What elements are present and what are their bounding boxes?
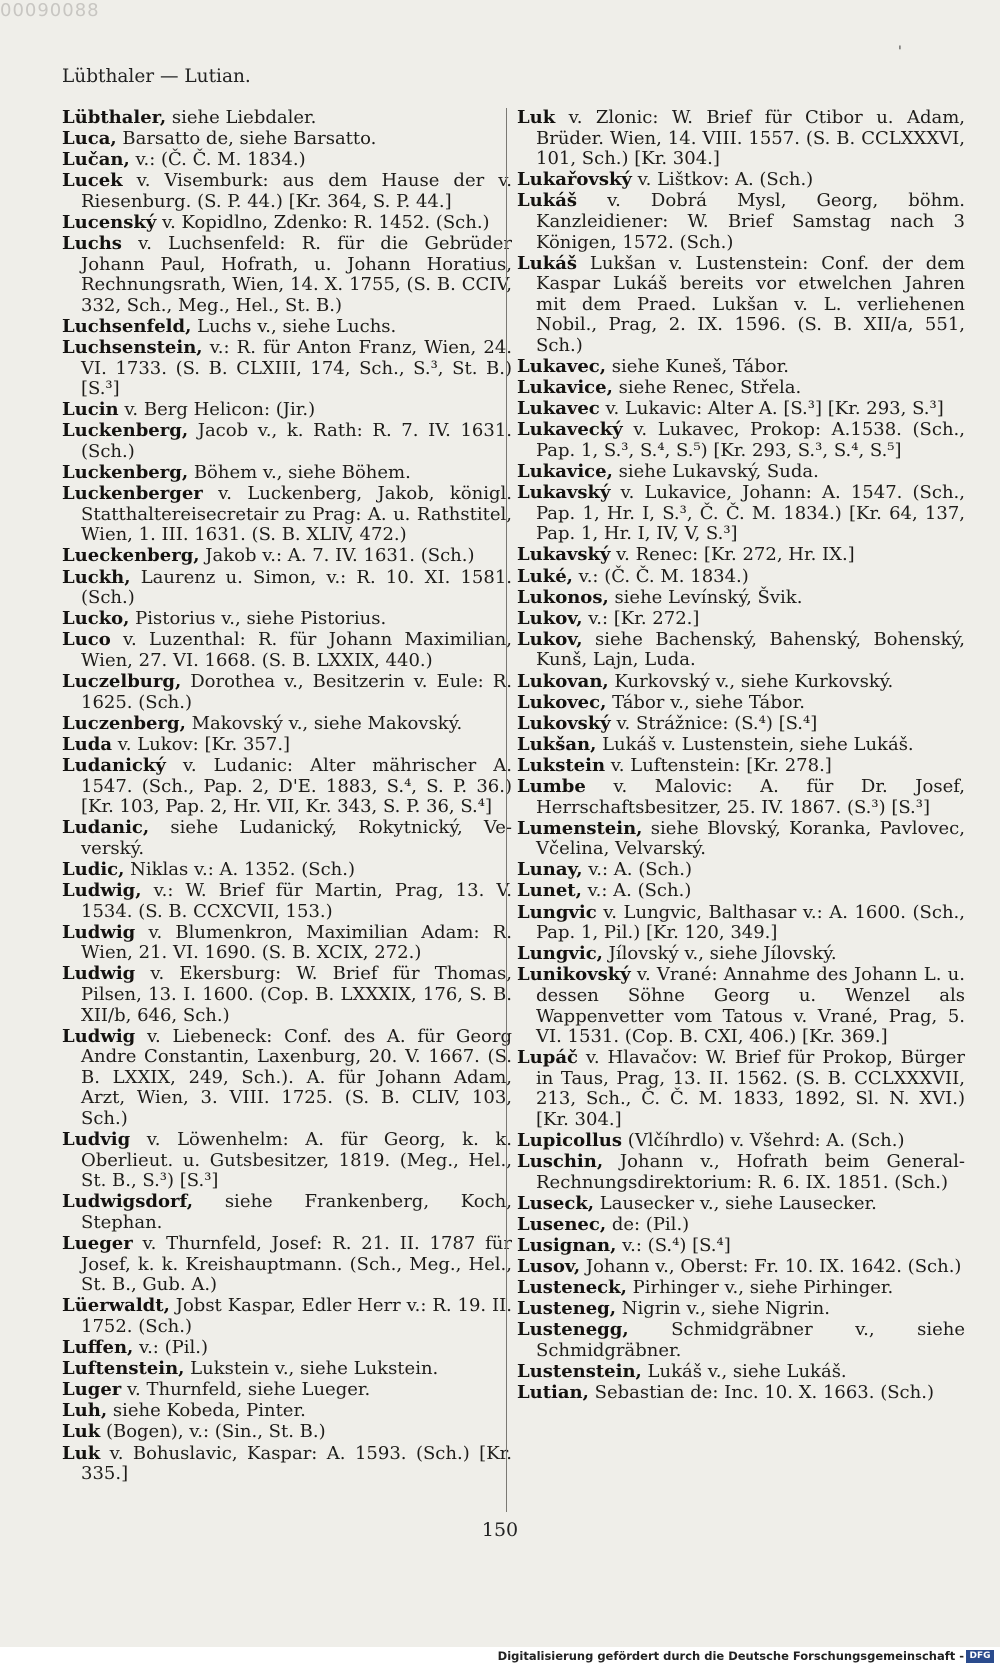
entry-headword: Lukařovský (517, 169, 632, 191)
entry-text: v. Malovic: A. für Dr. Josef, Herrschaftsbesitzer, 25. IV. 1867. (S.³) [S.³] (536, 776, 965, 818)
dictionary-entry (62, 1027, 512, 1130)
entry-text: Jakob v.: A. 7. IV. 1631. (Sch.) (199, 545, 475, 567)
entry-headword: Ludanický (62, 754, 166, 776)
dictionary-entry (517, 420, 965, 461)
dictionary-entry (62, 317, 512, 338)
page-number: 150 (481, 1519, 519, 1541)
entry-headword: Luftenstein, (62, 1358, 185, 1380)
entry-headword: Lucenský (62, 211, 157, 233)
entry-headword: Lusenec, (517, 1213, 607, 1235)
entry-headword: Lusignan, (517, 1235, 617, 1257)
entry-text: Tábor v., siehe Tábor. (606, 691, 805, 713)
entry-headword: Lukáš (517, 190, 578, 212)
entry-text: v.: (S.⁴) [S.⁴] (616, 1235, 731, 1257)
entry-headword: Lučan, (62, 149, 130, 171)
entry-headword: Lukavský (517, 482, 611, 504)
dictionary-entry (517, 903, 965, 944)
dictionary-entry (62, 213, 512, 234)
dictionary-entry (62, 568, 512, 609)
entry-headword: Lübthaler, (62, 107, 167, 128)
entry-text: siehe Liebdaler. (166, 107, 317, 128)
dictionary-entry (517, 1131, 965, 1152)
dictionary-entry (62, 400, 512, 421)
entry-headword: Lunikovský (517, 964, 631, 986)
dfg-logo: DFG (966, 1650, 994, 1663)
entry-headword: Lueger (62, 1233, 133, 1255)
entry-headword: Lukovan, (517, 670, 609, 692)
dictionary-entry (517, 777, 965, 818)
dictionary-entry (62, 1192, 512, 1233)
dictionary-entry (517, 1320, 965, 1361)
dictionary-entry (62, 108, 512, 129)
entry-text: v.: W. Brief für Martin, Prag, 13. V. 1534. (S. B. CCXCVII, 153.) (81, 879, 512, 922)
dictionary-entry (517, 1299, 965, 1320)
column-divider (506, 108, 507, 1512)
entry-headword: Ludvig (62, 1129, 131, 1151)
entry-text: v. Lukavice, Johann: A. 1547. (Sch., Pap. 1, Hr. I, S.³, Č. Č. M. 1834.) [Kr. 64, 137, Pap. 1, Hr. I, IV, V, S.³] (536, 482, 965, 545)
entry-headword: Luk (62, 1442, 101, 1464)
entry-text: v. Lungvic, Balthasar v.: A. 1600. (Sch., Pap. 1, Pil.) [Kr. 120, 349.] (536, 901, 965, 944)
dictionary-entry (62, 1380, 512, 1401)
dictionary-entry (517, 756, 965, 777)
entry-text: Laurenz u. Simon, v.: R. 10. XI. 1581. (Sch.) (81, 566, 512, 609)
entry-text: (Bogen), v.: (Sin., St. B.) (100, 1421, 326, 1443)
dictionary-entry (62, 1338, 512, 1359)
entry-text: Dorothea v., Besitzerin v. Eule: R. 1625. (Sch.) (81, 671, 512, 713)
dictionary-entry (517, 462, 965, 483)
entry-text: Pistorius v., siehe Pistorius. (129, 608, 387, 630)
dictionary-entry (517, 399, 965, 420)
entry-text: Lukstein v., siehe Lukstein. (184, 1358, 439, 1380)
entry-text: v.: [Kr. 272.] (582, 607, 700, 629)
entry-headword: Ludwig (62, 921, 136, 943)
entry-text: v. Dobrá Mysl, Georg, böhm. Kanzleidiener: W. Brief Samstag nach 3 Königen, 1572. (Sch.) (536, 190, 965, 253)
entry-headword: Lukavec (517, 398, 600, 420)
entry-headword: Lukavice, (517, 461, 613, 483)
entry-text: Luchs v., siehe Luchs. (191, 315, 397, 337)
entry-headword: Luké, (517, 565, 573, 587)
dictionary-entry (62, 484, 512, 546)
dictionary-entry (62, 735, 512, 756)
dictionary-entry (62, 1234, 512, 1296)
entry-text: v. Kopidlno, Zdenko: R. 1452. (Sch.) (156, 211, 490, 233)
entry-text: v. Blumenkron, Maximilian Adam: R. Wien, 21. VI. 1690. (S. B. XCIX, 272.) (81, 921, 512, 964)
entry-text: siehe Kobeda, Pinter. (107, 1400, 306, 1422)
dictionary-entry (517, 170, 965, 191)
entry-headword: Lupáč (517, 1047, 578, 1069)
entry-headword: Luchsenstein, (62, 337, 203, 359)
dictionary-entry (517, 1236, 965, 1257)
entry-headword: Luczenberg, (62, 712, 186, 734)
dictionary-entry (62, 964, 512, 1026)
entry-text: v. Lukavec, Prokop: A.1538. (Sch., Pap. 1, S.³, S.⁴, S.⁵) [Kr. 293, S.³, S.⁴, S.⁵] (536, 419, 965, 461)
entry-headword: Lumbe (517, 776, 586, 797)
entry-headword: Lucko, (62, 608, 130, 630)
dictionary-entry (62, 421, 512, 462)
entry-text: Johann v., Hofrath beim General-Rechnungsdirektorium: R. 6. IX. 1851. (Sch.) (536, 1151, 965, 1193)
dictionary-entry (517, 609, 965, 630)
dictionary-entry (62, 129, 512, 150)
entry-text: Schmidgräbner v., siehe Schmidgräbner. (536, 1319, 965, 1362)
entry-text: siehe Frankenberg, Koch, Stephan. (81, 1191, 512, 1233)
dictionary-entry (517, 1048, 965, 1130)
dictionary-entry (62, 1296, 512, 1337)
entry-text: siehe Kuneš, Tábor. (606, 356, 789, 378)
entry-text: v. Bohuslavic, Kaspar: A. 1593. (Sch.) [Kr. 335.] (81, 1442, 512, 1485)
dictionary-entry (517, 1194, 965, 1215)
entry-text: siehe Renec, Střela. (612, 377, 802, 399)
entry-text: v.: (Č. Č. M. 1834.) (572, 565, 749, 587)
entry-headword: Lueckenberg, (62, 545, 200, 567)
dictionary-entry (62, 150, 512, 171)
dictionary-entry (62, 609, 512, 630)
entry-headword: Ludwig, (62, 879, 142, 901)
entry-text: v. Liebeneck: Conf. des A. für Georg Andre Constantin, Laxenburg, 20. V. 1667. (S. B. LXXIX, 249, Sch.). A. für Johann Adam, Arzt, Wien, 3. VIII. 1725. (S. B. CLIV, 103, Sch.) (81, 1025, 512, 1129)
entry-headword: Lungvic, (517, 943, 603, 965)
entry-headword: Lumenstein, (517, 817, 643, 839)
entry-text: v. Luftenstein: [Kr. 278.] (605, 754, 832, 776)
entry-headword: Lukovský (517, 712, 611, 734)
entry-headword: Lupicollus (517, 1130, 623, 1152)
entry-headword: Lukáš (517, 252, 578, 274)
entry-text: siehe Levínský, Švik. (608, 586, 803, 608)
dictionary-entry (62, 860, 512, 881)
entry-text: v.: A. (Sch.) (581, 880, 692, 902)
entry-headword: Luckenberger (62, 483, 203, 505)
entry-headword: Lusteneg, (517, 1298, 617, 1320)
entry-headword: Lucek (62, 170, 123, 192)
entry-text: Böhem v., siehe Böhem. (188, 462, 411, 484)
entry-text: v. Visemburk: aus dem Hause der v. Riesenburg. (S. P. 44.) [Kr. 364, S. P. 44.] (81, 170, 512, 212)
entry-text: Makovský v., siehe Makovský. (185, 712, 463, 734)
entry-headword: Luckenberg, (62, 420, 189, 442)
entry-headword: Luschin, (517, 1151, 604, 1173)
entry-text: v. Thurnfeld, Josef: R. 21. II. 1787 für Josef, k. k. Kreishauptmann. (Sch., Meg., Hel., St. B., Gub. A.) (81, 1233, 512, 1296)
dictionary-entry (62, 1130, 512, 1192)
dictionary-entry (62, 1359, 512, 1380)
entry-headword: Ludic, (62, 858, 125, 880)
dictionary-entry (517, 693, 965, 714)
entry-headword: Lunay, (517, 859, 583, 881)
entry-headword: Lunet, (517, 880, 582, 902)
entry-headword: Lukavecký (517, 419, 623, 441)
dictionary-entry (62, 818, 512, 859)
dictionary-entry (517, 881, 965, 902)
entry-text: v. Thurnfeld, siehe Lueger. (121, 1379, 371, 1401)
entry-headword: Lukovec, (517, 691, 607, 713)
dictionary-entry (62, 756, 512, 818)
dictionary-entry (517, 567, 965, 588)
entry-text: v. Ludanic: Alter mährischer A. 1547. (Sch., Pap. 2, D'E. 1883, S.⁴, S. P. 36.) [Kr. 103, Pap. 2, Hr. VII, Kr. 343, S. P. 36, S.⁴] (81, 754, 512, 818)
entry-headword: Lukšan, (517, 733, 597, 755)
entry-headword: Luca, (62, 128, 117, 150)
entry-headword: Luseck, (517, 1192, 595, 1214)
dictionary-entry (62, 338, 512, 400)
dictionary-entry (517, 588, 965, 609)
entry-text: v. Löwenhelm: A. für Georg, k. k. Oberlieut. u. Gutsbesitzer, 1819. (Meg., Hel., St. B., S.³) [S.³] (81, 1129, 512, 1192)
dictionary-entry (62, 672, 512, 713)
dictionary-entry (62, 171, 512, 212)
dictionary-entry (62, 881, 512, 922)
entry-headword: Ludwig (62, 1025, 136, 1047)
dictionary-entry (517, 483, 965, 545)
dictionary-entry (62, 463, 512, 484)
entry-headword: Luckh, (62, 566, 131, 588)
dictionary-entry (62, 630, 512, 671)
entry-headword: Lukonos, (517, 586, 609, 608)
dictionary-entry (62, 714, 512, 735)
entry-headword: Lutian, (517, 1382, 589, 1404)
entry-text: v. Lištkov: A. (Sch.) (631, 169, 814, 191)
dictionary-entry (517, 735, 965, 756)
entry-headword: Lusov, (517, 1256, 581, 1278)
entry-headword: Luchs (62, 233, 122, 255)
entry-text: v. Renec: [Kr. 272, Hr. IX.] (610, 544, 855, 566)
dictionary-entry (62, 1401, 512, 1422)
dictionary-entry (517, 1152, 965, 1193)
entry-headword: Luffen, (62, 1337, 134, 1359)
entry-headword: Ludwigsdorf, (62, 1191, 194, 1213)
dictionary-entry (62, 923, 512, 964)
entry-text: v. Berg Helicon: (Jir.) (118, 399, 316, 421)
dictionary-entry (517, 672, 965, 693)
entry-text: v.: A. (Sch.) (582, 859, 692, 881)
entry-text: siehe Blovský, Koranka, Pavlovec, Včelina, Velvarský. (536, 817, 965, 860)
dictionary-entry (517, 965, 965, 1047)
entry-text: v. Luckenberg, Jakob, königl. Statthaltereisecretair zu Prag: A. u. Rathstitel, Wien, 1. III. 1631. (S. B. XLIV, 472.) (81, 483, 512, 546)
entry-headword: Luk (517, 107, 556, 128)
entry-text: Sebastian de: Inc. 10. X. 1663. (Sch.) (588, 1382, 934, 1404)
dictionary-entry (517, 1362, 965, 1383)
dictionary-entry (517, 860, 965, 881)
entry-headword: Lukavský (517, 544, 611, 566)
entry-text: siehe Bachenský, Bahenský, Bohenský, Kunš, Lajn, Luda. (536, 628, 965, 671)
entry-text: Niklas v.: A. 1352. (Sch.) (124, 858, 355, 880)
dictionary-entry (517, 944, 965, 965)
entry-headword: Luckenberg, (62, 462, 189, 484)
entry-text: Jílovský v., siehe Jílovský. (602, 943, 837, 965)
entry-text: Jobst Kaspar, Edler Herr v.: R. 19. II. 1752. (Sch.) (81, 1295, 512, 1337)
entry-headword: Ludanic, (62, 817, 150, 839)
left-column (62, 108, 512, 1485)
entry-text: siehe Lukavský, Suda. (612, 461, 819, 483)
entry-text: v. Zlonic: W. Brief für Ctibor u. Adam, Brüder. Wien, 14. VIII. 1557. (S. B. CCLXXXVI, 101, Sch.) [Kr. 304.] (536, 107, 965, 170)
entry-text: Johann v., Oberst: Fr. 10. IX. 1642. (Sch.) (580, 1256, 962, 1278)
running-head: Lübthaler — Lutian. (62, 66, 251, 87)
entry-text: Lausecker v., siehe Lausecker. (594, 1192, 877, 1214)
entry-text: v. Strážnice: (S.⁴) [S.⁴] (610, 712, 818, 734)
dictionary-entry (517, 254, 965, 357)
entry-text: Nigrin v., siehe Nigrin. (616, 1298, 830, 1320)
entry-text: v. Luchsenfeld: R. für die Gebrüder Johann Paul, Hofrath, u. Johann Horatius, Rechnungsrath, Wien, 14. X. 1755, (S. B. CCIV, 332, Sch., Meg., Hel., St. B.) (81, 233, 512, 316)
entry-text: v.: (Č. Č. M. 1834.) (129, 149, 306, 171)
entry-text: Jacob v., k. Rath: R. 7. IV. 1631. (Sch.) (81, 420, 512, 462)
dictionary-entry (62, 1444, 512, 1485)
entry-headword: Luchsenfeld, (62, 315, 192, 337)
entry-headword: Luger (62, 1379, 122, 1401)
dictionary-entry (517, 714, 965, 735)
entry-text: v.: (Pil.) (133, 1337, 208, 1359)
corner-mark: ' (898, 44, 902, 60)
entry-text: Lukáš v. Lustenstein, siehe Lukáš. (596, 733, 914, 755)
entry-text: v. Lukov: [Kr. 357.] (112, 733, 291, 755)
entry-text: de: (Pil.) (606, 1213, 690, 1235)
entry-text: Lukáš v., siehe Lukáš. (641, 1361, 847, 1383)
entry-headword: Lucin (62, 399, 119, 421)
entry-headword: Lukstein (517, 754, 606, 776)
entry-text: siehe Ludanický, Rokytnický, Ve-verský. (81, 817, 512, 859)
dictionary-entry (517, 1278, 965, 1299)
entry-headword: Ludwig (62, 963, 136, 985)
dictionary-entry (517, 1383, 965, 1404)
footer-credit: Digitalisierung gefördert durch die Deutsche Forschungsgemeinschaft - (497, 1649, 964, 1663)
entry-headword: Lukavec, (517, 356, 607, 378)
entry-text: v. Hlavačov: W. Brief für Prokop, Bürger in Taus, Prag, 13. II. 1562. (S. B. CCLXXXVII, 213, Sch., Č. Č. M. 1833, 1892, Sl. N. XVI.) [Kr. 304.] (536, 1047, 965, 1130)
entry-headword: Lusteneck, (517, 1277, 627, 1299)
entry-headword: Luda (62, 733, 112, 755)
entry-headword: Lustenegg, (517, 1319, 629, 1341)
scan-stamp: 00090088 (0, 0, 100, 21)
entry-headword: Luco (62, 629, 111, 651)
entry-text: Barsatto de, siehe Barsatto. (116, 128, 377, 150)
dictionary-entry (62, 234, 512, 316)
dictionary-entry (62, 1422, 512, 1443)
dictionary-entry (517, 357, 965, 378)
entry-text: Pirhinger v., siehe Pirhinger. (626, 1277, 894, 1299)
entry-text: v. Luzenthal: R. für Johann Maximilian, Wien, 27. VI. 1668. (S. B. LXXIX, 440.) (81, 629, 512, 671)
dictionary-entry (62, 546, 512, 567)
entry-text: (Vlčíhrdlo) v. Všehrd: A. (Sch.) (622, 1130, 905, 1152)
dictionary-entry (517, 545, 965, 566)
dictionary-entry (517, 108, 965, 170)
dictionary-entry (517, 378, 965, 399)
entry-headword: Lukavice, (517, 377, 613, 399)
entry-headword: Luh, (62, 1400, 108, 1422)
dictionary-entry (517, 1215, 965, 1236)
entry-text: Kurkovský v., siehe Kurkovský. (608, 670, 894, 692)
entry-text: v. Ekersburg: W. Brief für Thomas, Pilsen, 13. I. 1600. (Cop. B. LXXXIX, 176, S. B. XII/b, 646, Sch.) (81, 963, 512, 1026)
entry-headword: Lüerwaldt, (62, 1295, 170, 1317)
entry-headword: Lukov, (517, 628, 583, 650)
entry-headword: Lukov, (517, 607, 583, 629)
dictionary-entry (517, 630, 965, 671)
entry-headword: Luczelburg, (62, 671, 182, 693)
entry-text: Lukšan v. Lustenstein: Conf. der dem Kaspar Lukáš bereits vor etwelchen Jahren mit dem Praed. Lukšan v. L. verliehenen Nobil., Prag, 2. IX. 1596. (S. B. XII/a, 551, Sch.) (536, 252, 965, 357)
entry-headword: Luk (62, 1421, 101, 1443)
entry-text: v. Lukavic: Alter A. [S.³] [Kr. 293, S.³] (599, 398, 944, 420)
entry-headword: Lustenstein, (517, 1361, 642, 1383)
entry-headword: Lungvic (517, 901, 597, 923)
entry-text: v. Vrané: Annahme des Johann L. u. dessen Söhne Georg u. Wenzel als Wappenvetter vom Tatous v. Vrané, Prag, 5. VI. 1531. (Cop. B. CXI, 406.) [Kr. 369.] (536, 964, 965, 1048)
right-column (517, 108, 965, 1404)
dictionary-entry (517, 191, 965, 253)
entry-text: v.: R. für Anton Franz, Wien, 24. VI. 1733. (S. B. CLXIII, 174, Sch., S.³, St. B.) [S.³] (81, 337, 512, 400)
dictionary-entry (517, 1257, 965, 1278)
dictionary-entry (517, 819, 965, 860)
